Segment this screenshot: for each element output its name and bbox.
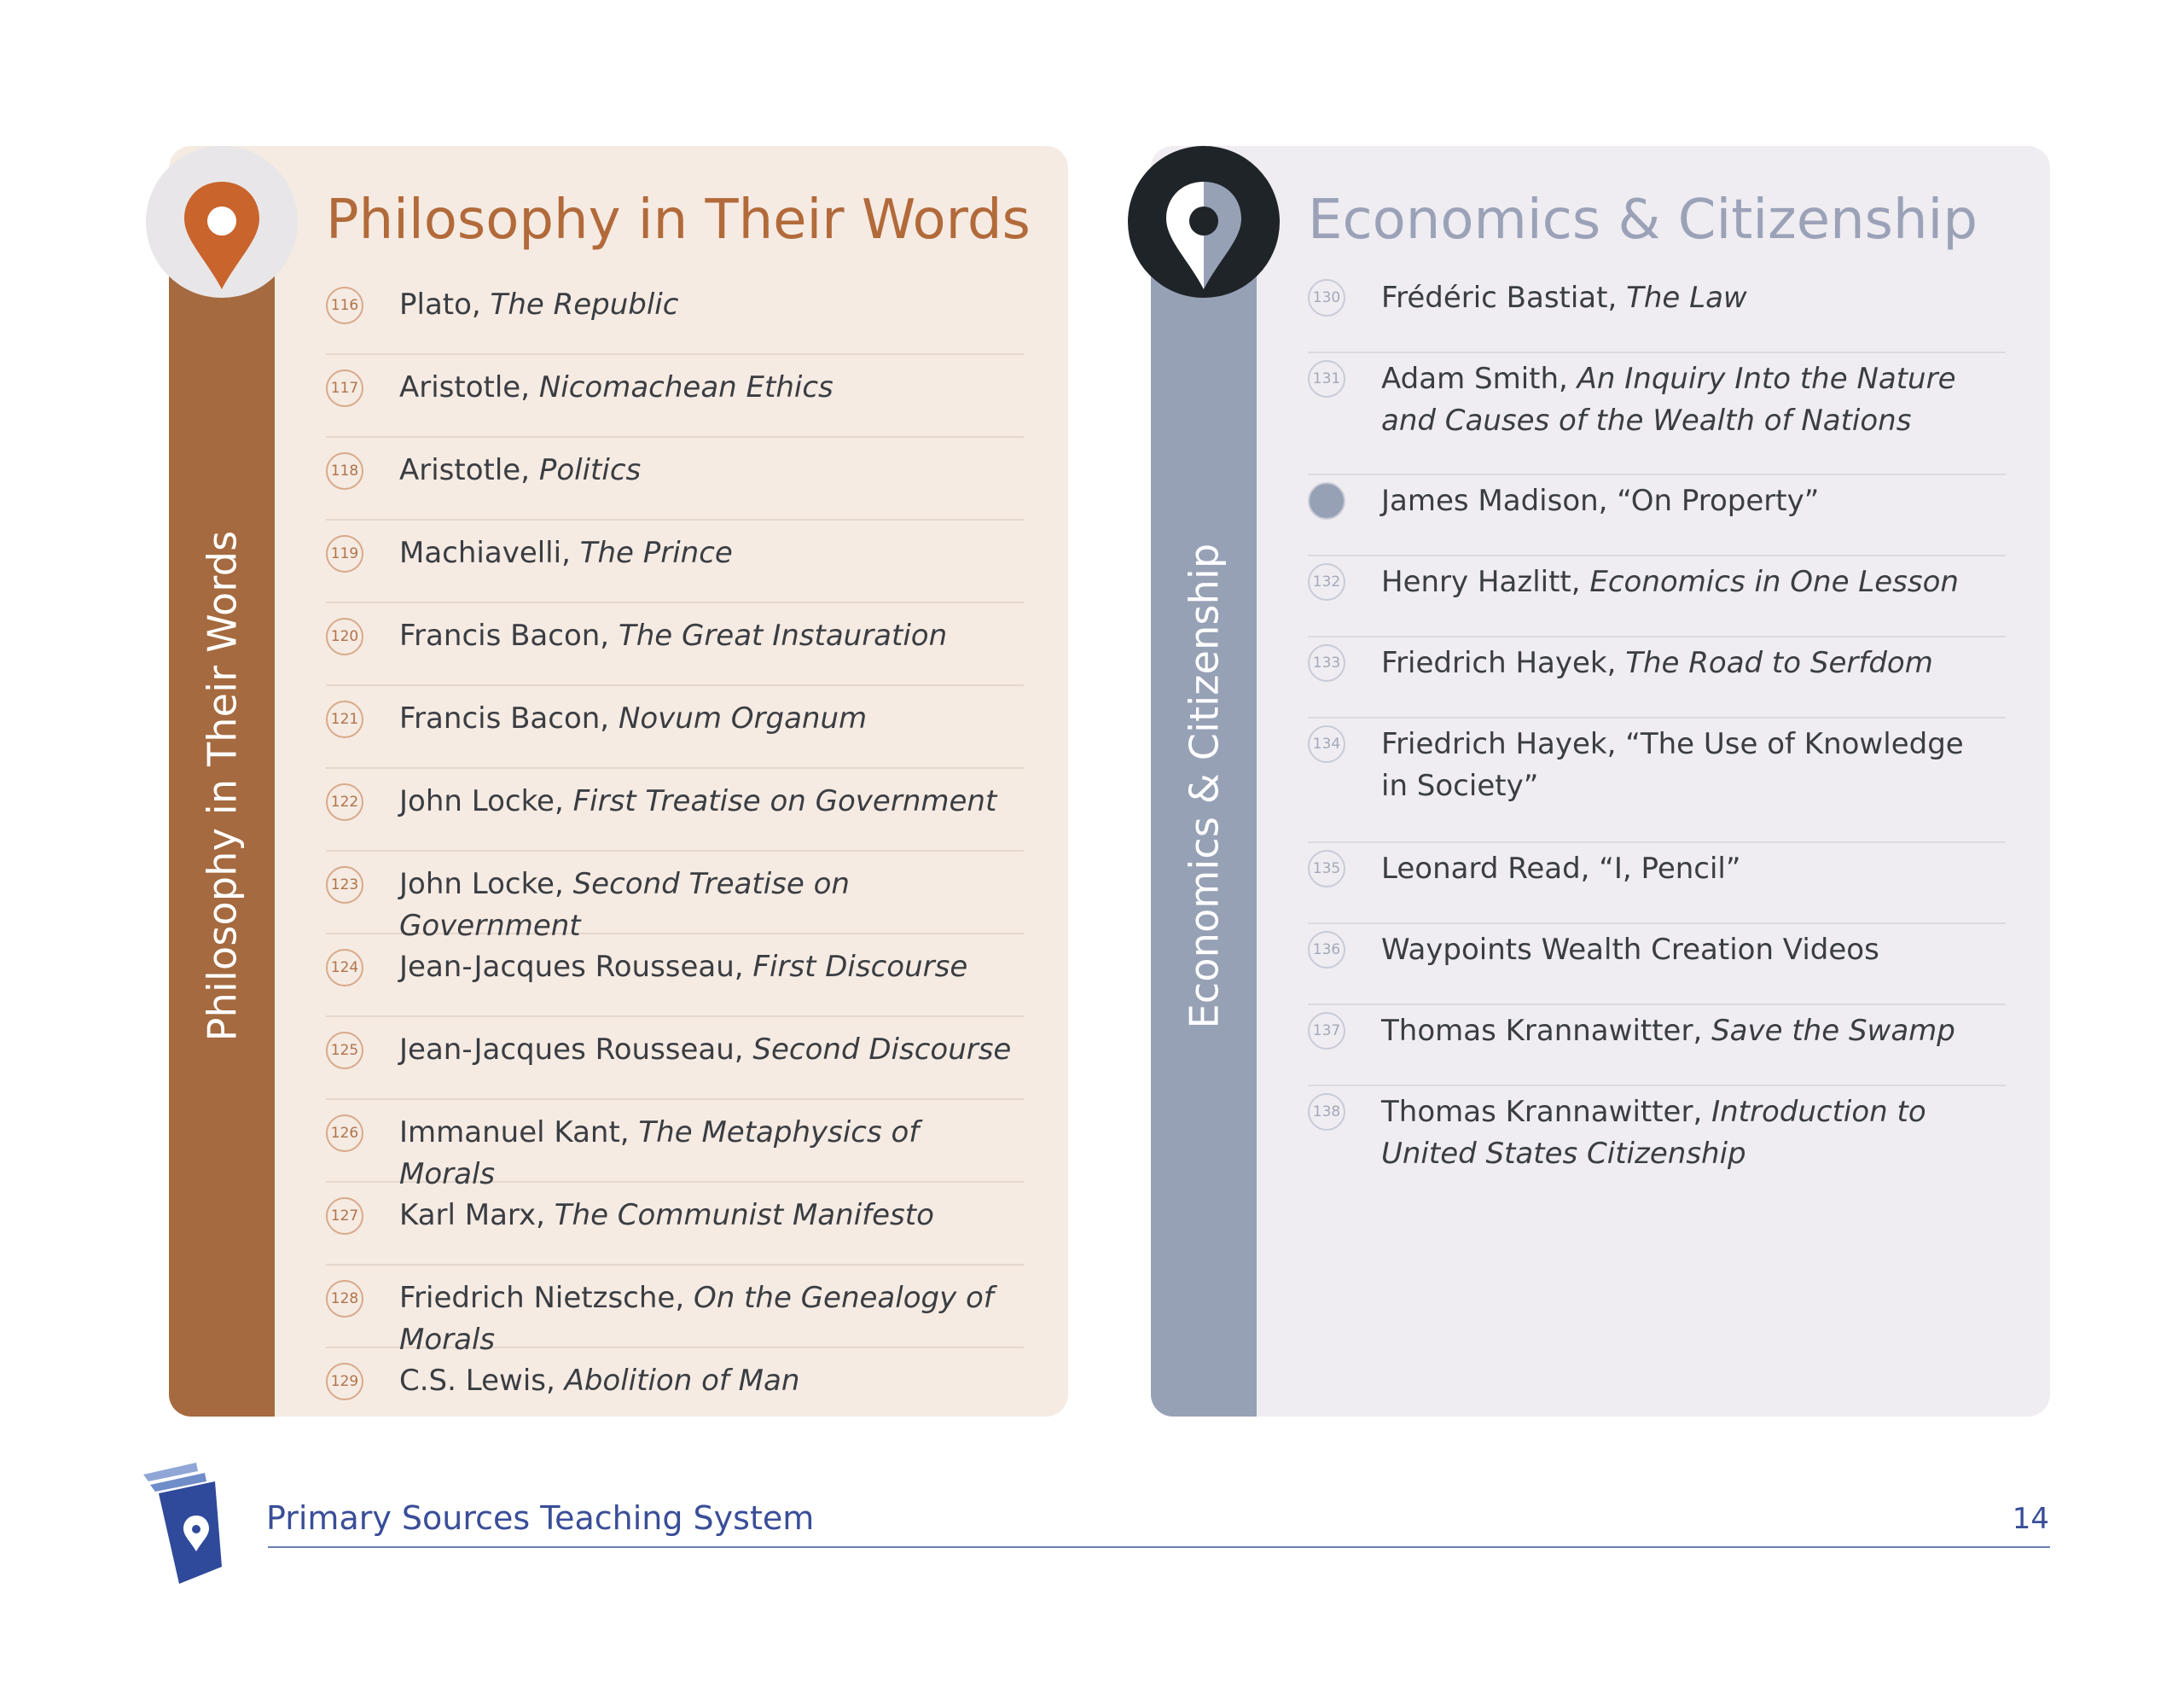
source-author: Aristotle, bbox=[399, 453, 539, 487]
item-number-badge: 123 bbox=[326, 866, 363, 904]
list-item bbox=[326, 934, 1024, 1017]
list-item bbox=[326, 852, 1024, 943]
footer-divider bbox=[268, 1546, 2050, 1548]
list-item bbox=[326, 603, 1024, 686]
source-entry bbox=[399, 1029, 1011, 1071]
source-work-title: First Discourse bbox=[752, 950, 968, 984]
source-author: John Locke, bbox=[399, 867, 573, 901]
list-item bbox=[1308, 719, 2006, 843]
list-item bbox=[326, 272, 1024, 355]
economics-source-list bbox=[1308, 272, 2006, 1189]
list-item bbox=[326, 1017, 1024, 1100]
source-entry bbox=[1381, 1010, 1955, 1052]
item-number-badge: 122 bbox=[326, 783, 363, 821]
list-item bbox=[326, 1183, 1024, 1266]
source-work-title: Abolition of Man bbox=[564, 1364, 800, 1398]
source-work-title: The Republic bbox=[490, 288, 679, 322]
item-number-badge: 131 bbox=[1308, 360, 1345, 398]
list-item bbox=[326, 1266, 1024, 1357]
map-pin-icon bbox=[146, 146, 298, 298]
philosophy-side-label: Philosophy in Their Words bbox=[199, 530, 245, 1042]
source-work-title: Novum Organum bbox=[618, 701, 868, 736]
source-author: Plato, bbox=[399, 288, 491, 322]
page-number: 14 bbox=[2012, 1502, 2049, 1536]
item-number-badge: 124 bbox=[326, 949, 363, 986]
item-number-badge: 135 bbox=[1308, 850, 1345, 887]
source-entry-continuation: and Causes of the Wealth of Nations bbox=[1381, 404, 1912, 438]
map-pin-icon bbox=[1128, 146, 1280, 298]
source-entry bbox=[1381, 643, 1933, 684]
item-number-badge: 126 bbox=[326, 1114, 363, 1152]
list-item bbox=[1308, 272, 2006, 353]
philosophy-source-list bbox=[326, 272, 1024, 1429]
source-entry bbox=[399, 450, 641, 492]
item-number-badge: 118 bbox=[326, 452, 363, 490]
source-work-title: The Road to Serfdom bbox=[1625, 646, 1933, 680]
source-work-title: The Metaphysics of Morals bbox=[399, 1115, 920, 1191]
source-entry bbox=[399, 1195, 934, 1236]
source-author: Thomas Krannawitter, bbox=[1381, 1095, 1712, 1129]
source-author: Francis Bacon, bbox=[399, 701, 619, 736]
source-entry bbox=[1381, 1091, 1926, 1175]
source-author: Adam Smith, bbox=[1381, 362, 1577, 396]
source-entry bbox=[399, 532, 733, 574]
source-work-title: Second Treatise on Government bbox=[399, 867, 850, 943]
item-number-badge: 119 bbox=[326, 535, 363, 573]
source-entry bbox=[399, 284, 678, 326]
source-entry-continuation: United States Citizenship bbox=[1381, 1137, 1746, 1171]
source-entry bbox=[399, 946, 967, 988]
source-entry bbox=[1381, 848, 1740, 890]
list-item bbox=[326, 355, 1024, 438]
source-entry bbox=[1381, 277, 1747, 319]
source-author: Immanuel Kant, bbox=[399, 1115, 639, 1149]
list-item bbox=[1308, 843, 2006, 924]
source-work-title: Save the Swamp bbox=[1711, 1014, 1955, 1048]
item-number-badge: 125 bbox=[326, 1032, 363, 1069]
source-work-title: The Law bbox=[1626, 281, 1747, 315]
source-entry-continuation: in Society” bbox=[1381, 769, 1539, 803]
item-number-badge: 116 bbox=[326, 287, 363, 324]
source-author: Friedrich Hayek, “The Use of Knowledge bbox=[1381, 727, 1964, 761]
source-author: Jean-Jacques Rousseau, bbox=[399, 950, 753, 984]
source-entry bbox=[399, 698, 867, 740]
item-number-badge: 130 bbox=[1308, 279, 1345, 317]
economics-badge bbox=[1128, 146, 1280, 298]
source-author: Thomas Krannawitter, bbox=[1381, 1014, 1712, 1048]
source-entry bbox=[1381, 561, 1959, 603]
item-number-badge: 121 bbox=[326, 701, 363, 738]
economics-side-strip bbox=[1151, 265, 1257, 1417]
source-author: Karl Marx, bbox=[399, 1198, 555, 1232]
source-author: Friedrich Hayek, bbox=[1381, 646, 1626, 680]
list-item bbox=[326, 438, 1024, 521]
philosophy-badge bbox=[146, 146, 298, 298]
source-work-title: Economics in One Lesson bbox=[1589, 565, 1959, 599]
list-item bbox=[1308, 556, 2006, 637]
list-item bbox=[326, 1348, 1024, 1429]
source-author: Leonard Read, “I, Pencil” bbox=[1381, 852, 1741, 886]
item-number-badge: 132 bbox=[1308, 563, 1345, 601]
source-work-title: The Great Instauration bbox=[618, 619, 948, 653]
list-item bbox=[1308, 1005, 2006, 1086]
list-item bbox=[1308, 924, 2006, 1005]
source-work-title: First Treatise on Government bbox=[572, 784, 997, 818]
item-number-badge: 136 bbox=[1308, 931, 1345, 969]
source-entry bbox=[1381, 480, 1819, 522]
source-author: Frédéric Bastiat, bbox=[1381, 281, 1627, 315]
source-author: Waypoints Wealth Creation Videos bbox=[1381, 933, 1879, 967]
source-entry bbox=[399, 615, 947, 657]
source-entry bbox=[399, 1360, 799, 1402]
source-author: Friedrich Nietzsche, bbox=[399, 1281, 694, 1315]
list-item bbox=[1308, 1086, 2006, 1189]
item-number-badge: 127 bbox=[326, 1197, 363, 1235]
source-work-title: Politics bbox=[538, 453, 642, 487]
source-work-title: On the Genealogy of Morals bbox=[399, 1281, 994, 1357]
philosophy-panel bbox=[169, 146, 1068, 1417]
source-entry bbox=[1381, 929, 1879, 971]
source-entry bbox=[1381, 358, 1956, 442]
item-number-badge: 138 bbox=[1308, 1093, 1345, 1131]
list-item bbox=[326, 1100, 1024, 1191]
source-author: Francis Bacon, bbox=[399, 619, 619, 653]
book-pin-logo bbox=[136, 1456, 247, 1588]
source-entry bbox=[1381, 724, 1964, 807]
source-author: Henry Hazlitt, bbox=[1381, 565, 1590, 599]
filled-marker-icon bbox=[1308, 482, 1345, 520]
philosophy-title: Philosophy in Their Words bbox=[326, 189, 1031, 252]
source-work-title: The Prince bbox=[579, 536, 733, 570]
source-author: C.S. Lewis, bbox=[399, 1364, 565, 1398]
source-work-title: Nicomachean Ethics bbox=[538, 370, 834, 404]
source-author: Aristotle, bbox=[399, 370, 539, 404]
footer-title: Primary Sources Teaching System bbox=[266, 1499, 815, 1537]
list-item bbox=[1308, 353, 2006, 475]
item-number-badge: 128 bbox=[326, 1280, 363, 1318]
economics-title: Economics & Citizenship bbox=[1308, 189, 1978, 252]
source-author: James Madison, “On Property” bbox=[1381, 484, 1820, 518]
item-number-badge: 137 bbox=[1308, 1012, 1345, 1050]
source-entry bbox=[399, 781, 996, 823]
source-author: Machiavelli, bbox=[399, 536, 580, 570]
economics-panel bbox=[1151, 146, 2050, 1417]
philosophy-side-strip bbox=[169, 265, 275, 1417]
item-number-badge: 133 bbox=[1308, 644, 1345, 682]
list-item bbox=[1308, 475, 2006, 556]
item-number-badge: 117 bbox=[326, 369, 363, 407]
source-author: Jean-Jacques Rousseau, bbox=[399, 1033, 753, 1067]
item-number-badge: 129 bbox=[326, 1363, 363, 1400]
source-work-title: Introduction to bbox=[1711, 1095, 1926, 1129]
source-work-title: An Inquiry Into the Nature bbox=[1577, 362, 1956, 396]
source-work-title: The Communist Manifesto bbox=[554, 1198, 934, 1232]
source-author: John Locke, bbox=[399, 784, 573, 818]
list-item bbox=[326, 686, 1024, 769]
list-item bbox=[326, 521, 1024, 603]
economics-side-label: Economics & Citizenship bbox=[1181, 543, 1227, 1029]
source-entry bbox=[399, 367, 834, 409]
source-work-title: Second Discourse bbox=[752, 1033, 1012, 1067]
item-number-badge: 120 bbox=[326, 618, 363, 655]
list-item bbox=[326, 769, 1024, 852]
item-number-badge: 134 bbox=[1308, 725, 1345, 763]
list-item bbox=[1308, 637, 2006, 719]
